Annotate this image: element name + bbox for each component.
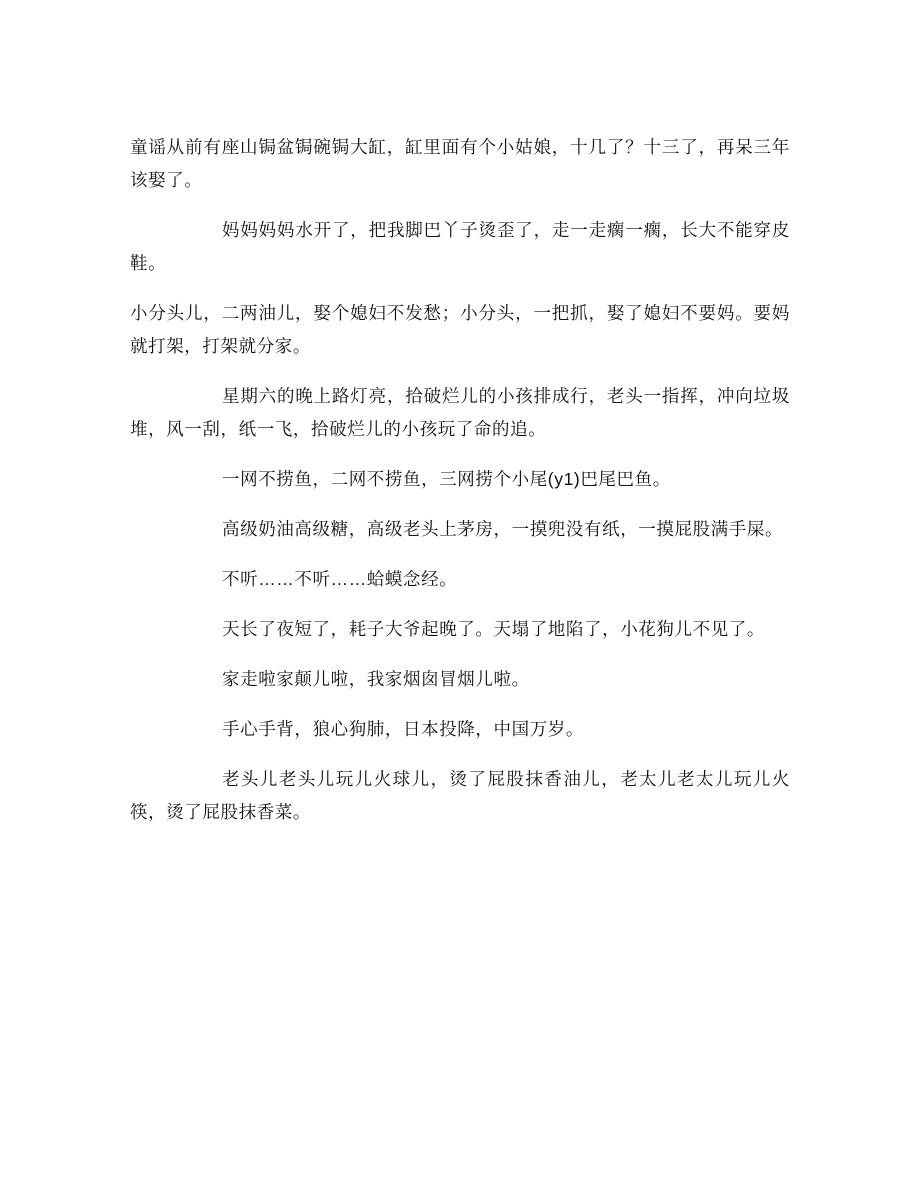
paragraph: 手心手背，狼心狗肺，日本投降，中国万岁。 [222,719,584,739]
paragraph: 老头儿老头儿玩儿火球儿，烫了屁股抹香油儿，老太儿老太儿玩儿火筷，烫了屁股抹香菜。 [130,769,790,822]
paragraph: 小分头儿，二两油儿，娶个媳妇不发愁；小分头，一把抓，娶了媳妇不要妈。要妈就打架，打架就分家。 [130,303,790,356]
paragraph: 高级奶油高级糖，高级老头上茅房，一摸兜没有纸，一摸屁股满手屎。 [222,519,784,539]
paragraph: 天长了夜短了，耗子大爷起晚了。天塌了地陷了，小花狗儿不见了。 [222,619,765,639]
paragraph: 不听……不听……蛤蟆念经。 [222,569,458,589]
paragraph: 妈妈妈妈水开了，把我脚巴丫子烫歪了，走一走瘸一瘸，长大不能穿皮鞋。 [130,220,790,273]
paragraph: 童谣从前有座山锔盆锔碗锔大缸，缸里面有个小姑娘，十几了？十三了，再呆三年该娶了。 [130,137,790,190]
paragraph: 一网不捞鱼，二网不捞鱼，三网捞个小尾(y1)巴尾巴鱼。 [222,469,671,489]
paragraph: 家走啦家颠儿啦，我家烟囱冒烟儿啦。 [222,669,530,689]
document-content [130,131,790,829]
paragraph: 星期六的晚上路灯亮，拾破烂儿的小孩排成行，老头一指挥，冲向垃圾堆，风一刮，纸一飞，拾破烂儿的小孩玩了命的追。 [130,386,790,439]
